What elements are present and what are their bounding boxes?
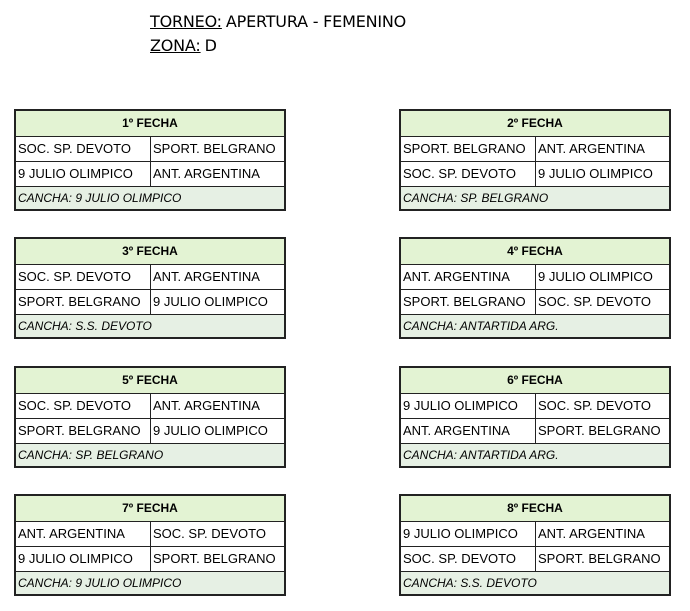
cancha-venue: CANCHA: ANTARTIDA ARG. xyxy=(401,315,669,337)
home-team: SOC. SP. DEVOTO xyxy=(16,137,151,161)
home-team: SOC. SP. DEVOTO xyxy=(16,394,151,418)
home-team: SPORT. BELGRANO xyxy=(16,419,151,443)
away-team: SOC. SP. DEVOTO xyxy=(153,526,266,541)
home-team: SPORT. BELGRANO xyxy=(16,290,151,314)
fecha-table-6 xyxy=(399,366,671,468)
match-row xyxy=(16,522,284,547)
away-team: ANT. ARGENTINA xyxy=(153,398,260,413)
away-team: ANT. ARGENTINA xyxy=(153,269,260,284)
match-row xyxy=(401,137,669,162)
away-team: SOC. SP. DEVOTO xyxy=(538,294,651,309)
fecha-table-5 xyxy=(14,366,286,468)
fecha-title: 5º FECHA xyxy=(16,368,284,394)
fecha-table-7 xyxy=(14,494,286,596)
home-team: ANT. ARGENTINA xyxy=(16,522,151,546)
match-row xyxy=(401,265,669,290)
fecha-title: 7º FECHA xyxy=(16,496,284,522)
cancha-venue: CANCHA: ANTARTIDA ARG. xyxy=(401,444,669,466)
match-row xyxy=(16,162,284,187)
away-team: SPORT. BELGRANO xyxy=(538,551,661,566)
home-team: 9 JULIO OLIMPICO xyxy=(401,522,536,546)
fecha-table-2 xyxy=(399,109,671,211)
away-team: 9 JULIO OLIMPICO xyxy=(538,166,653,181)
home-team: SPORT. BELGRANO xyxy=(401,137,536,161)
home-team: 9 JULIO OLIMPICO xyxy=(16,162,151,186)
match-row xyxy=(401,394,669,419)
away-team: SPORT. BELGRANO xyxy=(538,423,661,438)
zona-value: D xyxy=(204,36,217,55)
fecha-table-3 xyxy=(14,237,286,339)
fecha-title: 4º FECHA xyxy=(401,239,669,265)
match-row xyxy=(401,419,669,444)
match-row xyxy=(401,547,669,572)
home-team: SOC. SP. DEVOTO xyxy=(16,265,151,289)
away-team: SOC. SP. DEVOTO xyxy=(538,398,651,413)
match-row xyxy=(401,162,669,187)
home-team: ANT. ARGENTINA xyxy=(401,419,536,443)
home-team: SOC. SP. DEVOTO xyxy=(401,162,536,186)
away-team: 9 JULIO OLIMPICO xyxy=(538,269,653,284)
away-team: ANT. ARGENTINA xyxy=(538,526,645,541)
cancha-venue: CANCHA: 9 JULIO OLIMPICO xyxy=(16,187,284,209)
match-row xyxy=(401,290,669,315)
home-team: ANT. ARGENTINA xyxy=(401,265,536,289)
home-team: SPORT. BELGRANO xyxy=(401,290,536,314)
cancha-venue: CANCHA: S.S. DEVOTO xyxy=(16,315,284,337)
torneo-label: TORNEO: xyxy=(150,12,222,31)
match-row xyxy=(401,522,669,547)
away-team: ANT. ARGENTINA xyxy=(153,166,260,181)
away-team: 9 JULIO OLIMPICO xyxy=(153,294,268,309)
match-row xyxy=(16,394,284,419)
away-team: SPORT. BELGRANO xyxy=(153,141,276,156)
match-row xyxy=(16,265,284,290)
fecha-title: 1º FECHA xyxy=(16,111,284,137)
away-team: SPORT. BELGRANO xyxy=(153,551,276,566)
home-team: 9 JULIO OLIMPICO xyxy=(401,394,536,418)
fecha-title: 6º FECHA xyxy=(401,368,669,394)
cancha-venue: CANCHA: SP. BELGRANO xyxy=(16,444,284,466)
match-row xyxy=(16,290,284,315)
match-row xyxy=(16,419,284,444)
cancha-venue: CANCHA: S.S. DEVOTO xyxy=(401,572,669,594)
torneo-value: APERTURA - FEMENINO xyxy=(225,12,407,31)
zona-line xyxy=(150,34,406,58)
home-team: 9 JULIO OLIMPICO xyxy=(16,547,151,571)
fecha-table-4 xyxy=(399,237,671,339)
zona-label: ZONA: xyxy=(150,36,201,55)
away-team: ANT. ARGENTINA xyxy=(538,141,645,156)
fecha-title: 8º FECHA xyxy=(401,496,669,522)
match-row xyxy=(16,137,284,162)
match-row xyxy=(16,547,284,572)
home-team: SOC. SP. DEVOTO xyxy=(401,547,536,571)
away-team: 9 JULIO OLIMPICO xyxy=(153,423,268,438)
cancha-venue: CANCHA: SP. BELGRANO xyxy=(401,187,669,209)
fecha-table-1 xyxy=(14,109,286,211)
fecha-table-8 xyxy=(399,494,671,596)
cancha-venue: CANCHA: 9 JULIO OLIMPICO xyxy=(16,572,284,594)
fecha-title: 3º FECHA xyxy=(16,239,284,265)
fecha-title: 2º FECHA xyxy=(401,111,669,137)
document-header xyxy=(150,10,406,58)
torneo-line xyxy=(150,10,406,34)
